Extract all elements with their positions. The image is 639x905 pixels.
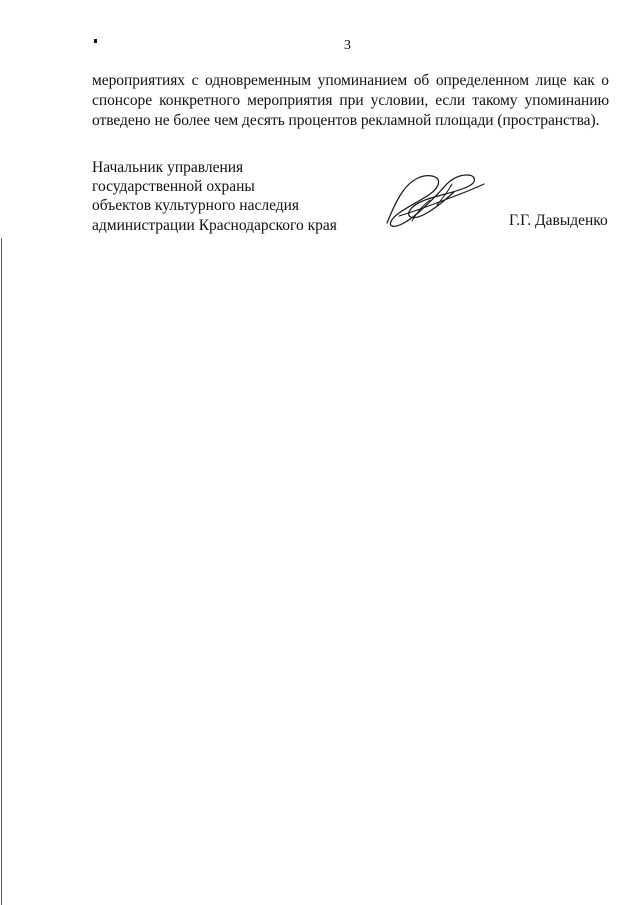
signer-name: Г.Г. Давыденко bbox=[509, 212, 608, 229]
signature-title-block bbox=[92, 158, 362, 235]
scan-dot-mark bbox=[94, 39, 97, 43]
signature-title-line-2: государственной охраны bbox=[92, 178, 255, 196]
signature-title-line-1: Начальник управления bbox=[92, 159, 244, 176]
scan-left-edge-line bbox=[1, 238, 2, 905]
signature-main-stroke bbox=[387, 175, 474, 226]
page-number: 3 bbox=[344, 38, 351, 53]
signature-title-line-4: администрации Краснодарского края bbox=[92, 216, 337, 234]
paragraph-line-2: спонсоре конкретного мероприятия при условии, если такому упоминанию bbox=[92, 92, 609, 109]
signature-title-line-3: объектов культурного наследия bbox=[92, 197, 300, 215]
handwritten-signature bbox=[378, 169, 490, 233]
signature-accent-strokes bbox=[412, 184, 452, 221]
paragraph-line-3: отведено не более чем десять процентов рекламной площади (пространства). bbox=[92, 112, 600, 129]
paragraph-line-1: мероприятиях с одновременным упоминанием об определенном лице как о bbox=[92, 72, 609, 89]
